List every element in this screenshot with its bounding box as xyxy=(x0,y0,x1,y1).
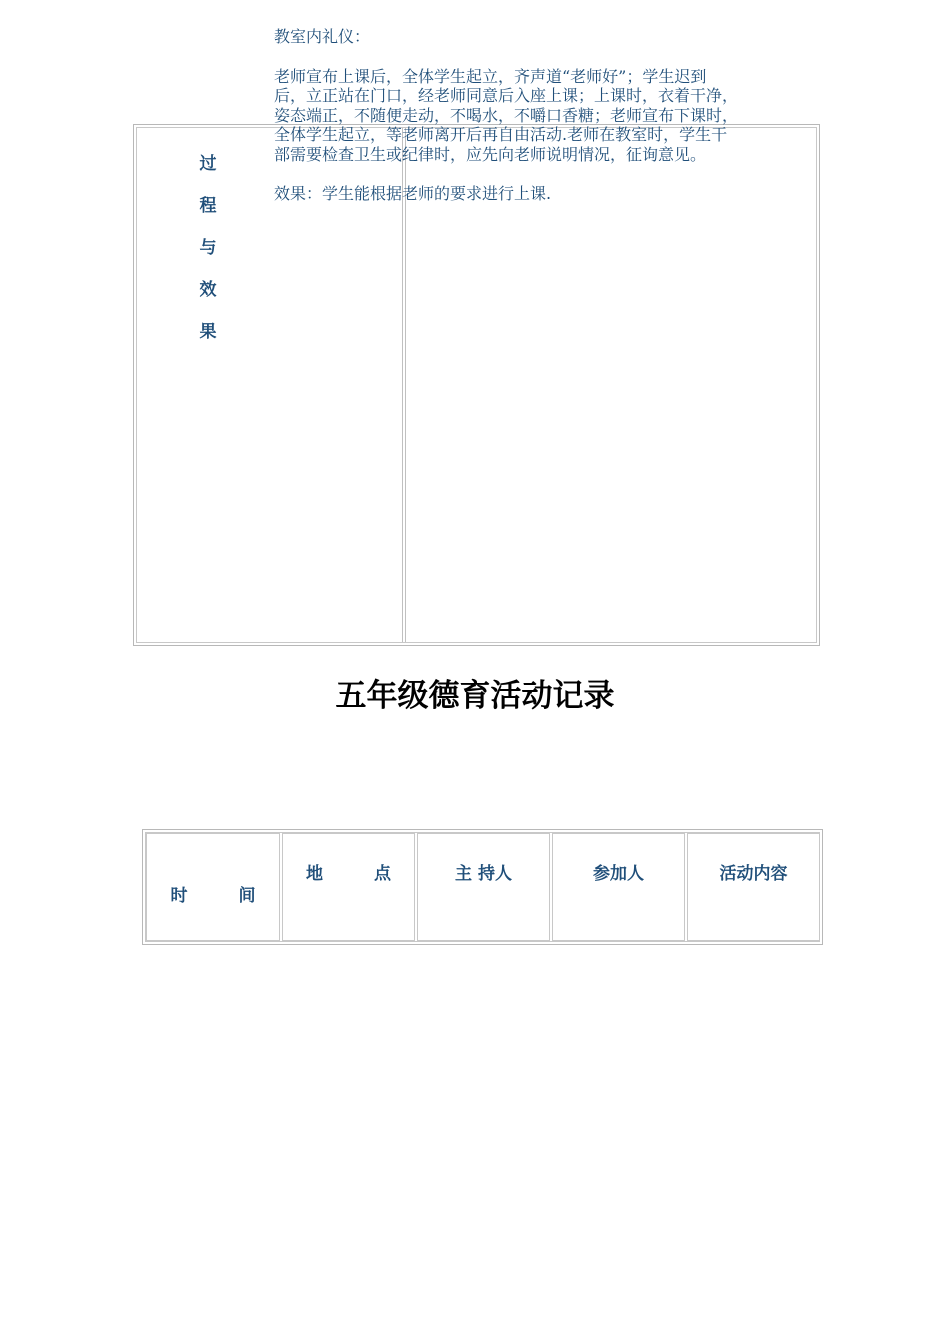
header-label: 时 间 xyxy=(170,886,256,906)
label-char: 过 xyxy=(199,154,217,174)
header-label: 地 点 xyxy=(306,864,391,884)
etiquette-body xyxy=(274,67,820,165)
process-effect-label-cell xyxy=(137,128,403,642)
header-cell-activity-content xyxy=(687,833,820,941)
label-char: 与 xyxy=(199,238,217,258)
body-line: 老师宣布上课后，全体学生起立，齐声道“老师好”；学生迟到 xyxy=(274,66,707,86)
header-cell-participants xyxy=(552,833,685,941)
activity-record-table xyxy=(142,829,823,945)
body-line: 后，立正站在门口，经老师同意后入座上课；上课时，衣着干净， xyxy=(274,86,739,105)
effect-text: 效果：学生能根据老师的要求进行上课. xyxy=(274,184,552,203)
header-cell-host xyxy=(417,833,550,941)
body-line: 部需要检查卫生或纪律时，应先向老师说明情况，征询意见。 xyxy=(274,144,707,164)
label-char: 果 xyxy=(199,322,217,342)
label-char: 程 xyxy=(199,196,217,216)
header-label: 活动内容 xyxy=(719,864,788,884)
etiquette-heading: 教室内礼仪： xyxy=(274,27,371,46)
body-line: 全体学生起立，等老师离开后再自由活动.老师在教室时，学生干 xyxy=(274,125,728,144)
header-cell-location xyxy=(282,833,415,941)
header-label: 主 持人 xyxy=(455,864,512,884)
column-divider xyxy=(402,128,406,642)
label-char: 效 xyxy=(199,280,217,300)
page-title: 五年级德育活动记录 xyxy=(335,678,615,714)
process-effect-content-cell xyxy=(274,3,820,204)
body-line: 姿态端正，不随便走动，不喝水，不嚼口香糖；老师宣布下课时， xyxy=(274,105,739,125)
header-label: 参加人 xyxy=(593,864,644,884)
header-cell-time xyxy=(146,833,280,941)
